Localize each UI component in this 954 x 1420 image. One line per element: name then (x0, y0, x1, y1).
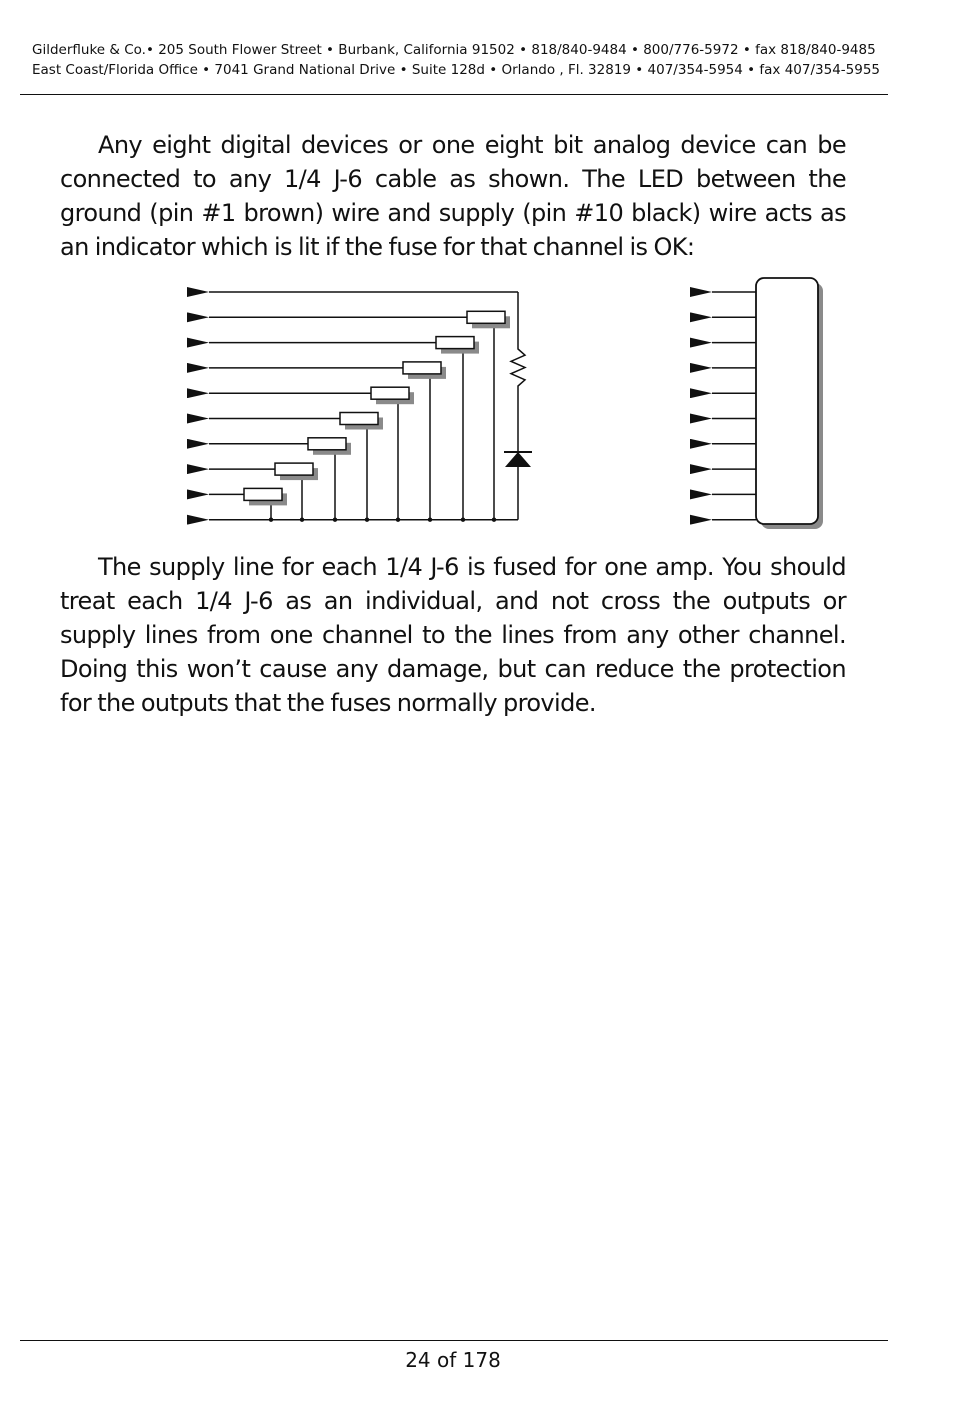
junction-dot (461, 518, 465, 522)
eight-bit-device (712, 278, 823, 529)
led-resistor-symbol (511, 345, 525, 390)
letterhead-west-coast: Gilderfluke & Co.• 205 South Flower Street • Burbank, California 91502 • 818/840-9484 • 800/776-5972 • fax 818/840-9485 (32, 42, 876, 58)
junction-dot (300, 518, 304, 522)
header-rule (20, 94, 888, 95)
resistor-ladder-circuit (209, 292, 532, 522)
junction-dot (428, 518, 432, 522)
junction-dot (492, 518, 496, 522)
footer-rule (20, 1340, 888, 1341)
junction-dot (269, 518, 273, 522)
intro-paragraph: Any eight digital devices or one eight bit analog device can be connected to any 1/4 J-6 cable as shown. The LED between the ground (pin #1 brown) wire and supply (pin #10 black) wire acts as an indicator which is lit if the fuse for that channel is OK: (60, 131, 846, 261)
resistor (403, 362, 441, 374)
resistor (371, 387, 409, 399)
junction-dot (333, 518, 337, 522)
letterhead (20, 40, 888, 80)
junction-dot (365, 518, 369, 522)
resistor (244, 488, 282, 500)
page-number: 24 of 178 (405, 1348, 501, 1372)
junction-dot (396, 518, 400, 522)
resistor (436, 337, 474, 349)
letterhead-east-coast: East Coast/Florida Office • 7041 Grand National Drive • Suite 128d • Orlando , Fl. 32819 • 407/354-5954 • fax 407/354-5955 (32, 62, 881, 78)
resistor (275, 463, 313, 475)
resistor (308, 438, 346, 450)
resistor (467, 311, 505, 323)
device-box (756, 278, 818, 524)
resistor (340, 413, 378, 425)
led-diode-symbol (505, 452, 531, 467)
fuse-paragraph: The supply line for each 1/4 J-6 is fused for one amp. You should treat each 1/4 J-6 as an individual, and not cross the outputs or supply lines from one channel to the lines from any other channel. Doing this won’t cause any damage, but can reduce the protection for the outputs that the fuses normally provide. (60, 553, 846, 717)
wiring-diagram (0, 270, 954, 540)
